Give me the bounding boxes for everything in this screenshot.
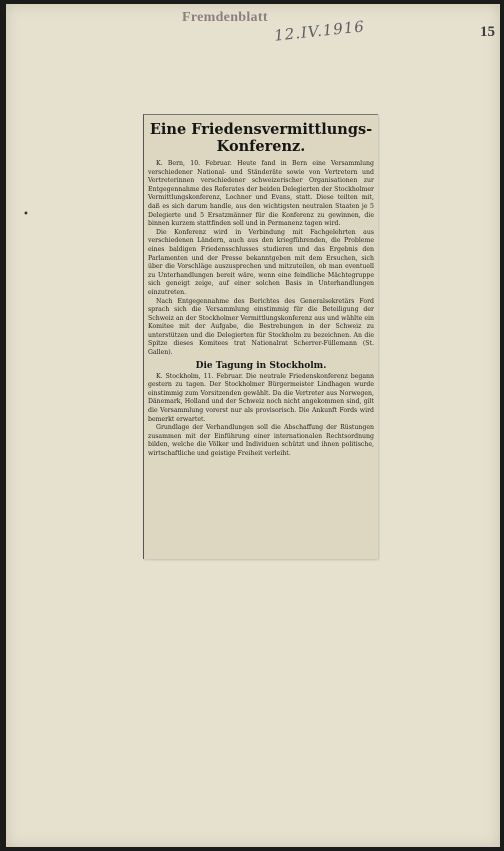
article-paragraph: K. Bern, 10. Februar. Heute fand in Bern eine Versammlung verschiedener National- und Ständeräte sowie von Vertretern und Vertreterinnen verschiedener schweizerischer Organisationen zur Entgegennahme des Referates der beiden Delegierten der Stockholmer Vermittlungskonferenz, Lochner und Evans, statt. Diese teilten mit, daß es sich darum handle, aus den wichtigsten neutralen Staaten je 5 Delegierte und 5 Ersatzmänner für die Konferenz zu gewinnen, die binnen kurzem stattfinden soll und in Permanenz tagen wird. — [148, 160, 374, 228]
article-headline — [148, 121, 374, 155]
article-paragraph: Die Konferenz wird in Verbindung mit Fachgelehrten aus verschiedenen Ländern, auch aus den kriegführenden, die Probleme eines baldigen Friedensschlusses studieren und das Ergebnis den Parlamenten und der Presse bekanntgeben mit dem Ersuchen, sich über die Vorschläge auszusprechen und mitzuteilen, ob man eventuell zu Unterhandlungen bereit wäre, wenn eine feindliche Mächtegruppe sich geneigt zeige, auf einer solchen Basis in Unterhandlungen einzutreten. — [148, 228, 374, 296]
article-paragraph: Grundlage der Verhandlungen soll die Abschaffung der Rüstungen zusammen mit der Einführung einer internationalen Rechtsordnung bilden, welche die Völker und Individuen schützt und ihnen politische, wirtschaftliche und geistige Freiheit verleiht. — [148, 424, 374, 457]
article-paragraph: K. Stockholm, 11. Februar. Die neutrale Friedenskonferenz begann gestern zu tagen. Der Stockholmer Bürgermeister Lindhagen wurde einstimmig zum Vorsitzenden gewählt. Da die Vertreter aus Norwegen, Dänemark, Holland und der Schweiz noch nicht angekommen sind, gilt die Versammlung vorerst nur als provisorisch. Die Ankunft Fords wird bemerkt erwartet. — [148, 372, 374, 423]
newspaper-stamp: Fremdenblatt — [182, 10, 268, 25]
article-subheadline: Die Tagung in Stockholm. — [195, 360, 327, 371]
headline-line-2: Konferenz. — [216, 138, 306, 155]
handwritten-date: 12.IV.1916 — [273, 17, 366, 45]
page-number: 15 — [480, 24, 495, 40]
margin-mark: • — [23, 209, 29, 220]
newspaper-clipping — [143, 114, 378, 559]
archive-sheet — [6, 4, 500, 847]
article-paragraph: Nach Entgegennahme des Berichtes des Generalsekretärs Ford sprach sich die Versammlung einstimmig für die Beteiligung der Schweiz an der Stockholmer Vermittlungskonferenz aus und wählte ein Komitee mit der Aufgabe, die Bestrebungen in der Schweiz zu unterstützen und die Delegierten für Stockholm zu bezeichnen. An die Spitze dieses Komitees trat Nationalrat Scherrer-Füllemann (St. Gallen). — [148, 297, 374, 357]
headline-line-1: Eine Friedensvermittlungs- — [149, 121, 373, 138]
clipping-body — [148, 121, 374, 459]
